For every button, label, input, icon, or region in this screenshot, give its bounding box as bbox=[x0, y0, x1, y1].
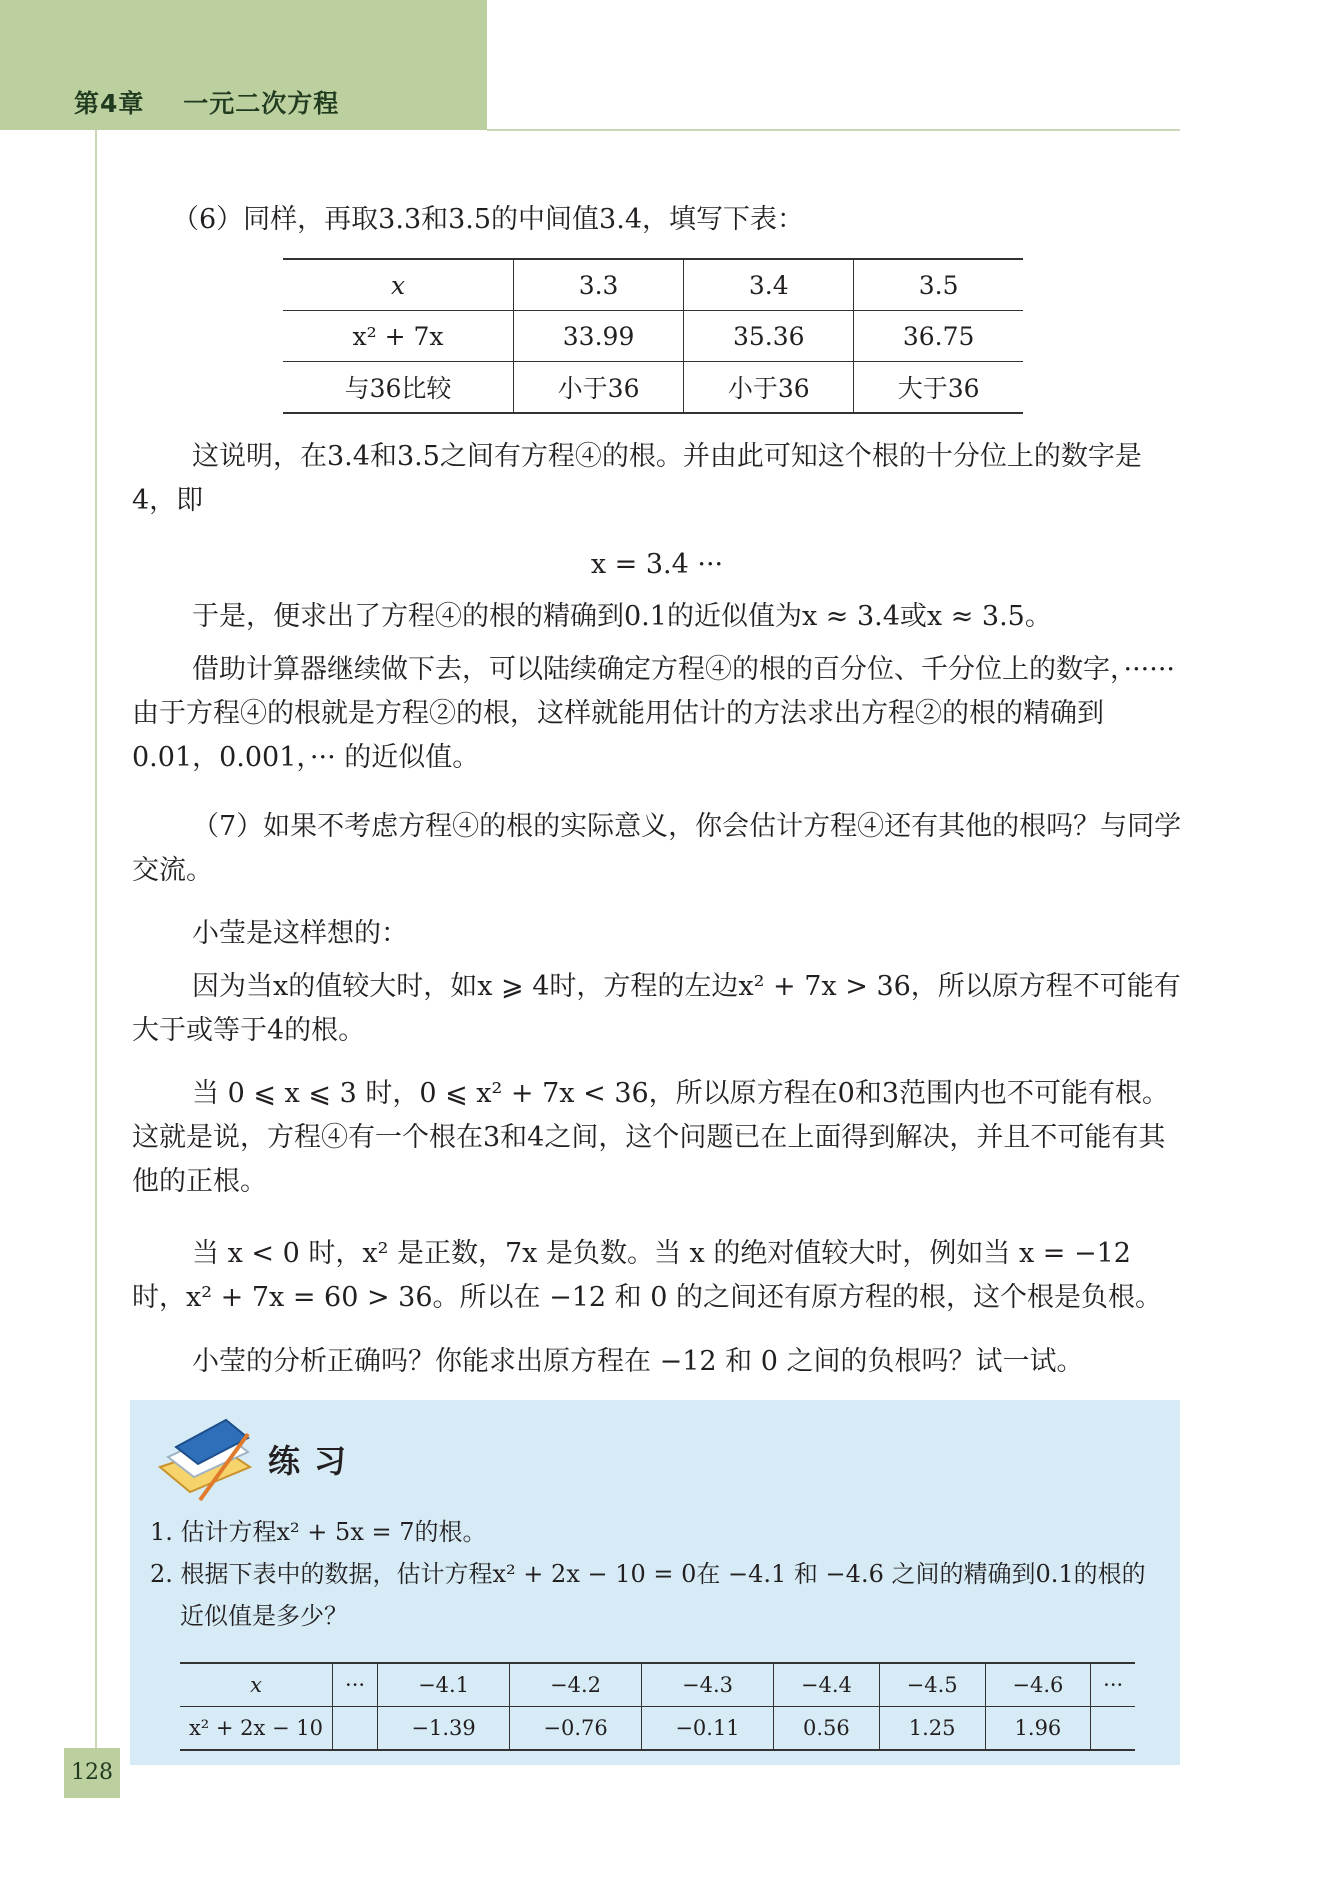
table-cell: 0.56 bbox=[773, 1707, 879, 1751]
paragraph: 因为当x的值较大时，如x ⩾ 4时，方程的左边x² + 7x > 36，所以原方程不可能有大于或等于4的根。 bbox=[132, 971, 1181, 1046]
table-cell: −4.6 bbox=[985, 1663, 1091, 1707]
table-cell bbox=[1091, 1707, 1135, 1751]
table-cell: −0.76 bbox=[510, 1707, 642, 1751]
exercise-box bbox=[130, 1400, 1180, 1765]
table-cell: 3.3 bbox=[514, 259, 684, 311]
paragraph: 这说明，在3.4和3.5之间有方程④的根。并由此可知这个根的十分位上的数字是4，即 bbox=[132, 441, 1142, 516]
margin-rule bbox=[95, 130, 97, 1750]
table-cell: −4.3 bbox=[642, 1663, 774, 1707]
table-cell: −1.39 bbox=[378, 1707, 510, 1751]
table-cell: 大于36 bbox=[854, 362, 1023, 414]
table-cell: x bbox=[250, 1673, 262, 1697]
step6-text: （6）同样，再取3.3和3.5的中间值3.4，填写下表： bbox=[172, 204, 804, 235]
table-cell: 1.25 bbox=[879, 1707, 985, 1751]
paragraph: 当 0 ⩽ x ⩽ 3 时，0 ⩽ x² + 7x < 36，所以原方程在0和3范围内也不可能有根。这就是说，方程④有一个根在3和4之间，这个问题已在上面得到解决，并且不可能有其他的正根。 bbox=[132, 1078, 1170, 1197]
paragraph: 于是，便求出了方程④的根的精确到0.1的近似值为x ≈ 3.4或x ≈ 3.5。 bbox=[192, 601, 1052, 632]
table-row bbox=[180, 1663, 1135, 1707]
table-cell: 3.5 bbox=[854, 259, 1023, 311]
table-cell: −4.5 bbox=[879, 1663, 985, 1707]
table-row bbox=[180, 1707, 1135, 1751]
table-cell: 3.4 bbox=[684, 259, 854, 311]
chapter-title: 第4章 一元二次方程 bbox=[74, 89, 340, 118]
table-cell: x² + 7x bbox=[352, 321, 444, 351]
table-cell: −4.4 bbox=[773, 1663, 879, 1707]
table-cell: x bbox=[390, 270, 406, 300]
table-cell: −4.2 bbox=[510, 1663, 642, 1707]
exercise-item-1: 1. 估计方程x² + 5x = 7的根。 bbox=[150, 1518, 487, 1546]
table-cell: −4.1 bbox=[378, 1663, 510, 1707]
equation: x = 3.4 ··· bbox=[590, 549, 724, 580]
table-cell: ··· bbox=[333, 1663, 378, 1707]
table-cell: −0.11 bbox=[642, 1707, 774, 1751]
paragraph: 小莹的分析正确吗？你能求出原方程在 −12 和 0 之间的负根吗？试一试。 bbox=[192, 1346, 1084, 1377]
exercise-table bbox=[180, 1662, 1135, 1751]
table-cell: 小于36 bbox=[684, 362, 854, 414]
exercise-title: 练习 bbox=[268, 1442, 361, 1480]
table-row bbox=[283, 259, 1023, 311]
table-row bbox=[283, 311, 1023, 362]
exercise-item-2: 2. 根据下表中的数据，估计方程x² + 2x − 10 = 0在 −4.1 和 −4.6 之间的精确到0.1的根的 bbox=[150, 1560, 1146, 1588]
paragraph: 借助计算器继续做下去，可以陆续确定方程④的根的百分位、千分位上的数字，······由于方程④的根就是方程②的根，这样就能用估计的方法求出方程②的根的精确到0.01，0.001，··· 的近似值。 bbox=[132, 654, 1175, 773]
header-rule bbox=[487, 129, 1180, 131]
table-cell: 35.36 bbox=[684, 311, 854, 362]
table-cell: 与36比较 bbox=[344, 374, 452, 403]
exercise-item-2-cont: 近似值是多少？ bbox=[180, 1602, 348, 1630]
paragraph: （7）如果不考虑方程④的根的实际意义，你会估计方程④还有其他的根吗？与同学交流。 bbox=[132, 811, 1182, 886]
comparison-table bbox=[283, 258, 1023, 414]
table-cell: x² + 2x − 10 bbox=[188, 1716, 324, 1740]
table-cell: 1.96 bbox=[985, 1707, 1091, 1751]
table-row bbox=[283, 362, 1023, 414]
paragraph: 当 x < 0 时，x² 是正数，7x 是负数。当 x 的绝对值较大时，例如当 x = −12 时，x² + 7x = 60 > 36。所以在 −12 和 0 的之间还有原方程的根，这个根是负根。 bbox=[132, 1238, 1163, 1313]
table-cell bbox=[333, 1707, 378, 1751]
table-cell: ··· bbox=[1091, 1663, 1135, 1707]
table-cell: 36.75 bbox=[854, 311, 1023, 362]
page-number: 128 bbox=[64, 1748, 120, 1798]
exercise-books-icon bbox=[150, 1412, 260, 1507]
paragraph: 小莹是这样想的： bbox=[192, 918, 408, 949]
table-cell: 33.99 bbox=[514, 311, 684, 362]
table-cell: 小于36 bbox=[514, 362, 684, 414]
